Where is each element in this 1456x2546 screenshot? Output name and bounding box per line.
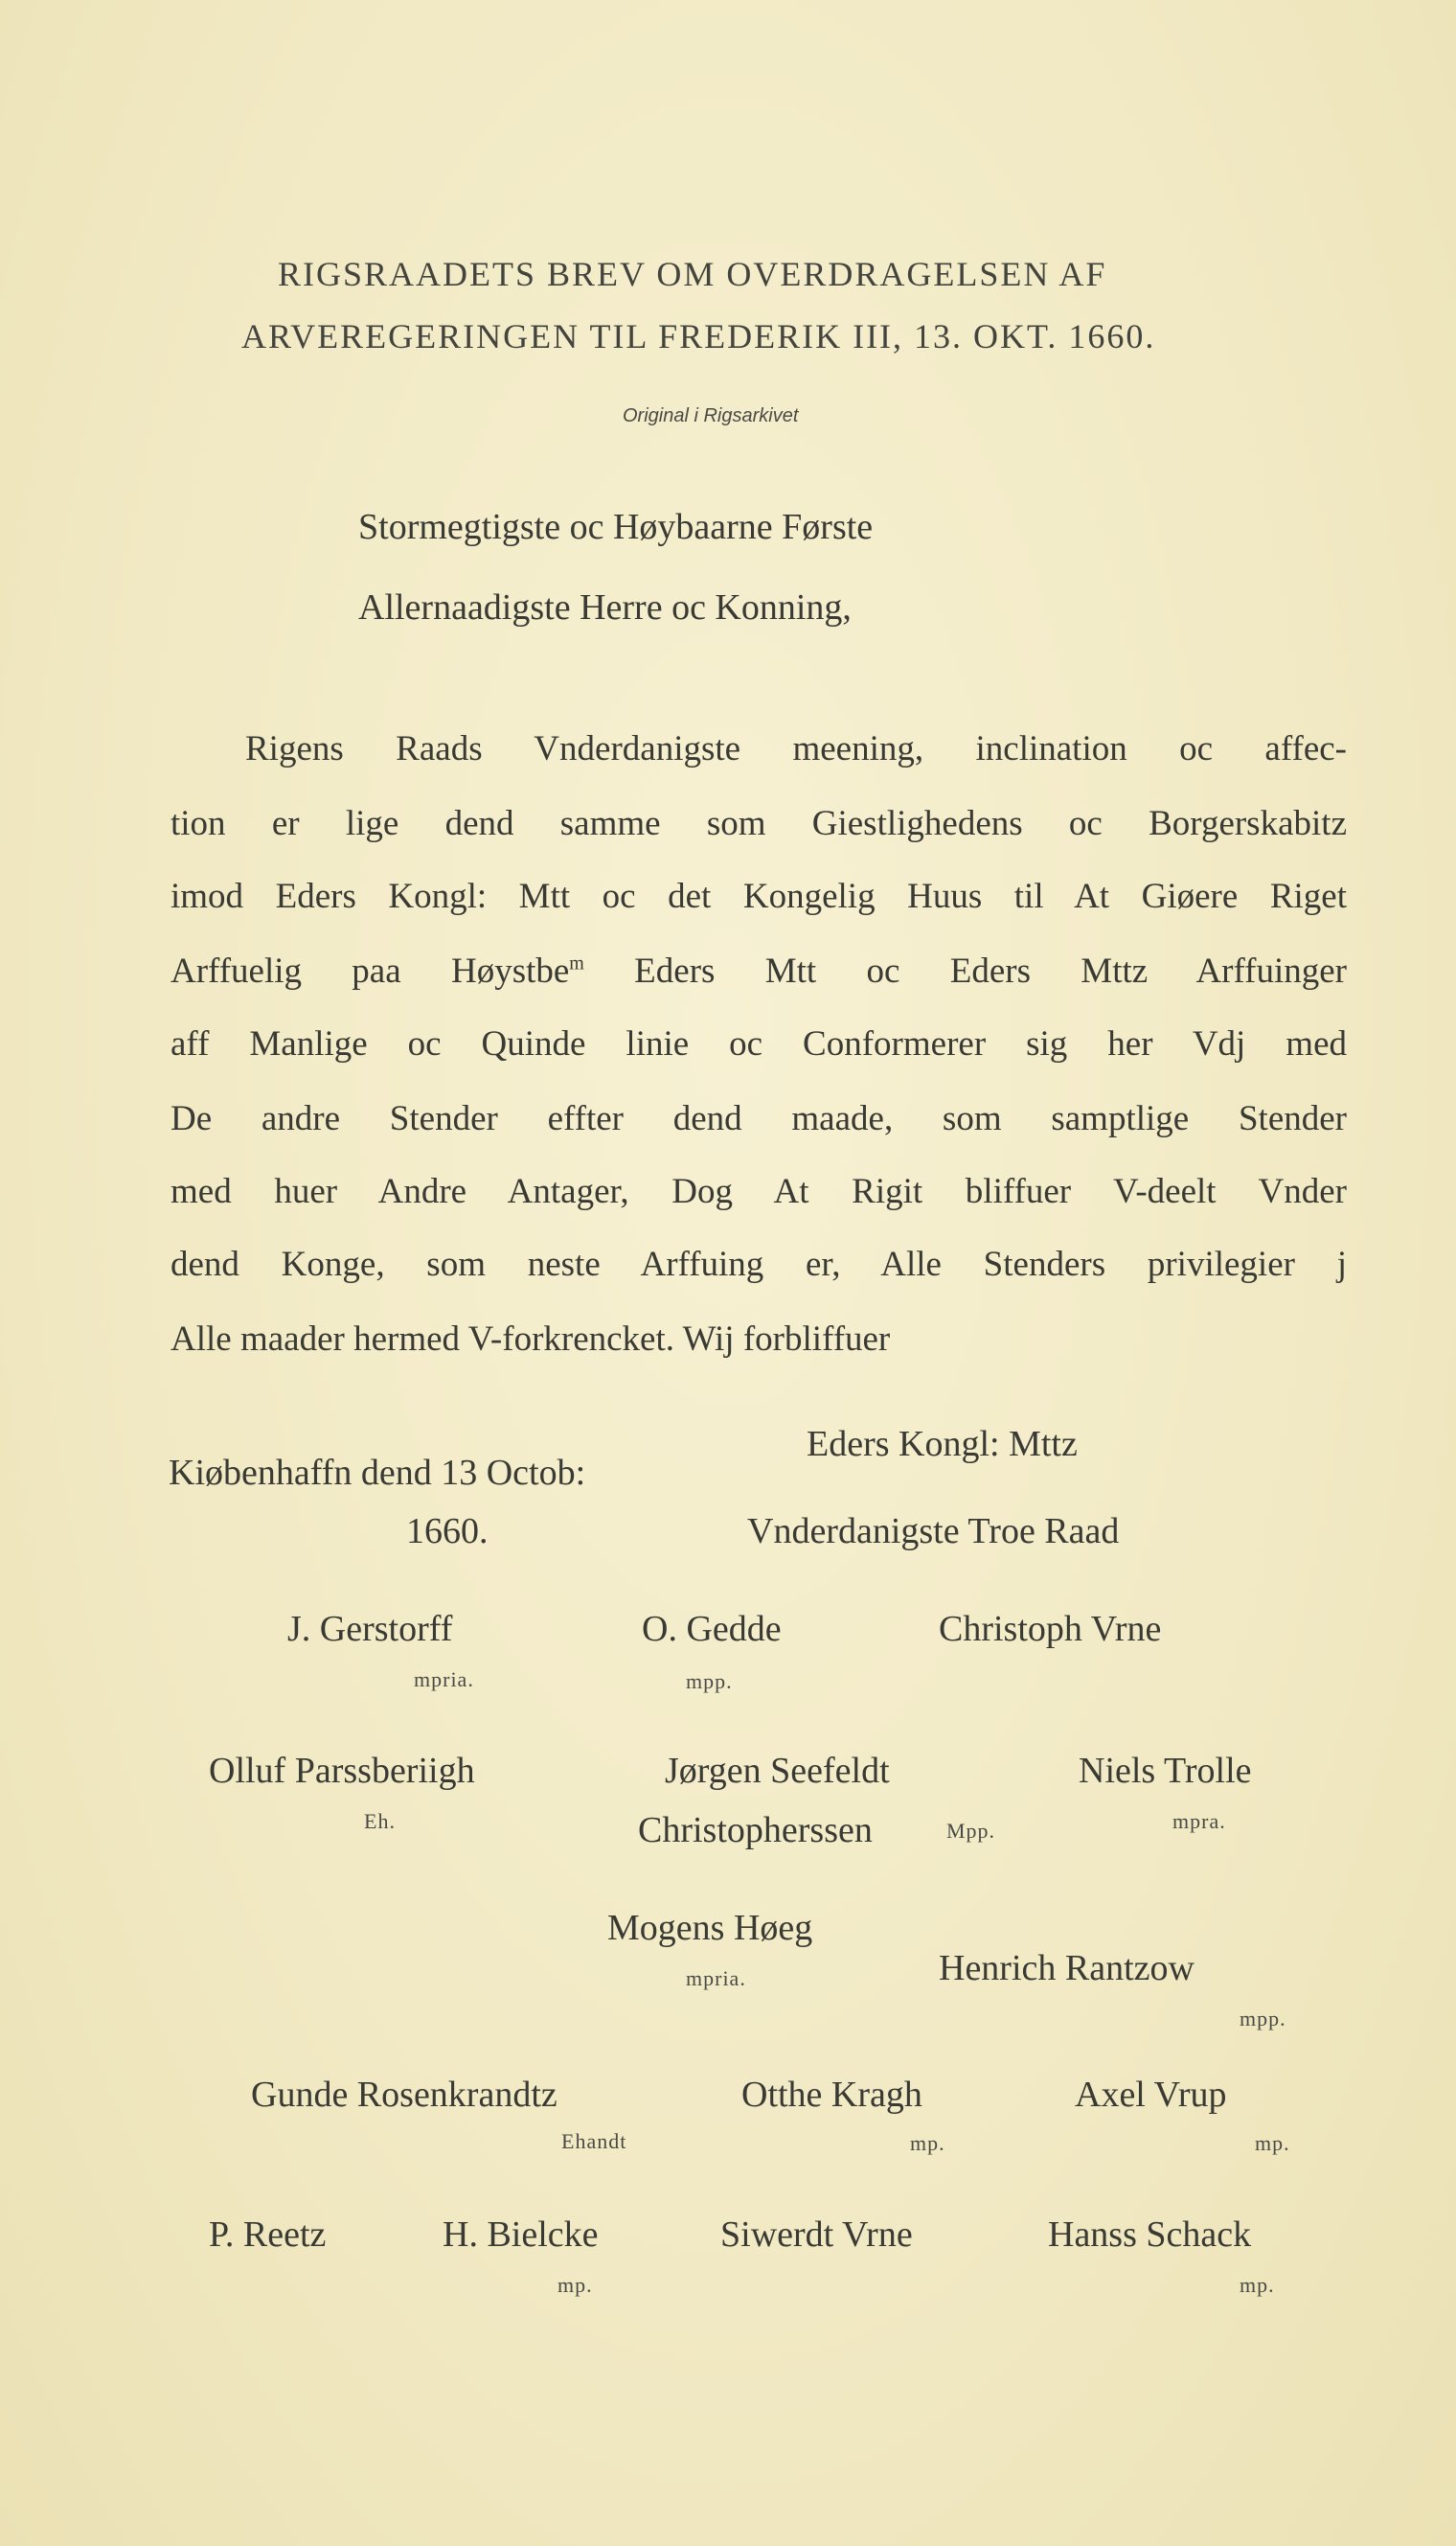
signature-note-gedde: mpp. (686, 1669, 733, 1693)
body-line: aff Manlige oc Quinde linie oc Conformerer sig her Vdj med (171, 1024, 1347, 1064)
signature-note-seefeldt: Mpp. (946, 1819, 996, 1843)
signature-gerstorff: J. Gerstorff (287, 1609, 453, 1649)
signature-rantzow: Henrich Rantzow (939, 1948, 1194, 1988)
closing-place-date: Kiøbenhaffn dend 13 Octob: (169, 1453, 586, 1493)
body-line: dend Konge, som neste Arffuing er, Alle Stenders privilegier j (171, 1245, 1347, 1284)
signature-bielcke: H. Bielcke (443, 2214, 599, 2255)
signature-note-parssberiigh: Eh. (364, 1809, 396, 1833)
closing-address-1: Eders Kongl: Mttz (807, 1424, 1078, 1464)
body-line: tion er lige dend samme som Giestlighedens oc Borgerskabitz (171, 804, 1347, 843)
body-line: De andre Stender effter dend maade, som samptlige Stender (171, 1099, 1347, 1138)
signature-rosenkrandtz: Gunde Rosenkrandtz (251, 2075, 557, 2115)
signature-note-vrup: mp. (1255, 2131, 1290, 2155)
signature-hoeg: Mogens Høeg (607, 1908, 813, 1948)
signature-seefeldt-line-1: Jørgen Seefeldt (665, 1751, 890, 1791)
title-line-2: ARVEREGERINGEN TIL FREDERIK III, 13. OKT. 1660. (241, 317, 1156, 356)
signature-seefeldt-line-2: Christopherssen (638, 1810, 873, 1850)
signature-parssberiigh: Olluf Parssberiigh (209, 1751, 475, 1791)
signature-note-rosenkrandtz: Ehandt (561, 2129, 627, 2153)
signature-kragh: Otthe Kragh (741, 2075, 922, 2115)
signature-note-trolle: mpra. (1172, 1809, 1226, 1833)
salutation-line-2: Allernaadigste Herre oc Konning, (358, 587, 852, 628)
signature-reetz: P. Reetz (209, 2214, 327, 2255)
signature-note-schack: mp. (1240, 2273, 1275, 2297)
signature-note-rantzow: mpp. (1240, 2007, 1286, 2030)
title-line-1: RIGSRAADETS BREV OM OVERDRAGELSEN AF (278, 255, 1107, 293)
closing-address-2: Vnderdanigste Troe Raad (747, 1511, 1120, 1551)
signature-note-kragh: mp. (910, 2131, 945, 2155)
signature-note-hoeg: mpria. (686, 1966, 746, 1990)
signature-vrup: Axel Vrup (1075, 2075, 1227, 2115)
body-line: imod Eders Kongl: Mtt oc det Kongelig Huus til At Giøere Riget (171, 877, 1347, 916)
signature-trolle: Niels Trolle (1079, 1751, 1252, 1791)
source-note: Original i Rigsarkivet (623, 405, 799, 426)
body-line: Rigens Raads Vnderdanigste meening, inclination oc affec- (245, 729, 1347, 768)
body-line: Arffuelig paa Høystbe$^m$ Eders Mtt oc Eders Mttz Arffuinger (171, 952, 1347, 991)
signature-note-bielcke: mp. (557, 2273, 593, 2297)
signature-gedde: O. Gedde (642, 1609, 782, 1649)
signature-schack: Hanss Schack (1048, 2214, 1252, 2255)
signature-christoph-vrne: Christoph Vrne (939, 1609, 1162, 1649)
body-line: med huer Andre Antager, Dog At Rigit bliffuer V-deelt Vnder (171, 1172, 1347, 1211)
body-line: Alle maader hermed V-forkrencket. Wij forbliffuer (171, 1319, 891, 1359)
closing-year: 1660. (406, 1511, 489, 1551)
salutation-line-1: Stormegtigste oc Høybaarne Første (358, 507, 874, 547)
signature-note-gerstorff: mpria. (414, 1667, 474, 1691)
signature-siwerdt-vrne: Siwerdt Vrne (720, 2214, 913, 2255)
